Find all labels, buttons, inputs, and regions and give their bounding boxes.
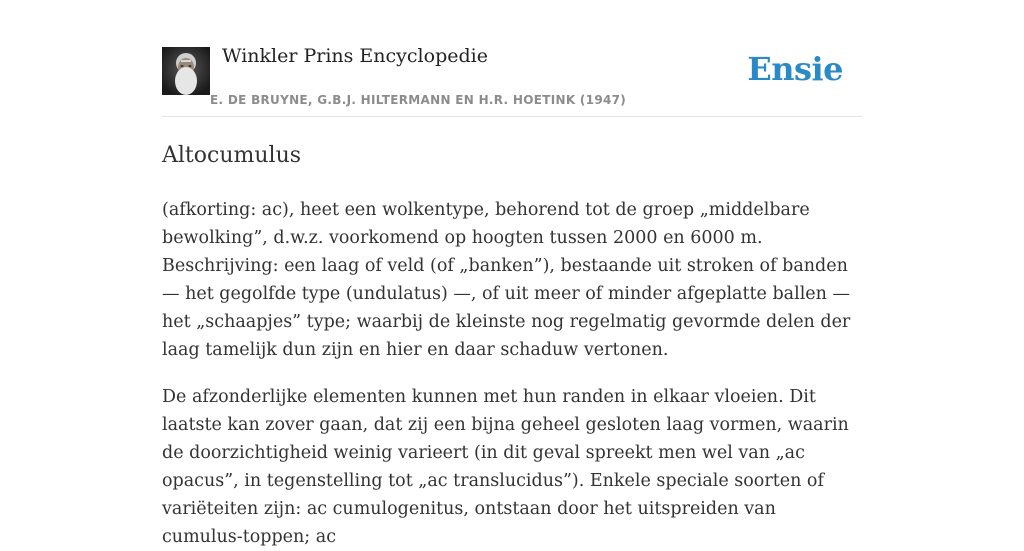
site-header — [162, 0, 862, 117]
portrait-icon — [162, 47, 210, 95]
authors-byline: E. DE BRUYNE, G.B.J. HILTERMANN EN H.R. HOETINK (1947) — [210, 93, 627, 107]
author-portrait-avatar — [162, 47, 210, 95]
article-paragraph-1: (afkorting: ac), heet een wolkentype, behorend tot de groep „middelbare bewolking”, d.w.z. voorkomend op hoogten tussen 2000 en 6000 m. Beschrijving: een laag of veld (of „banken”), bestaande uit stroken of banden — het gegolfde type (undulatus) —, of uit meer of minder afgeplatte ballen — het „schaapjes” type; waarbij de kleinste nog regelmatig gevormde delen der laag tamelijk dun zijn en hier en daar schaduw vertonen. — [162, 200, 851, 360]
site-title[interactable]: Winkler Prins Encyclopedie — [222, 45, 488, 67]
content-column — [162, 0, 862, 551]
article-paragraph-2: De afzonderlijke elementen kunnen met hun randen in elkaar vloeien. Dit laatste kan zover gaan, dat zij een bijna geheel gesloten laag vormen, waarin de doorzichtigheid weinig varieert (in dit geval spreekt men wel van „ac opacus”, in tegenstelling tot „ac translucidus”). Enkele speciale soorten of variëteiten zijn: ac cumulogenitus, ontstaan door het uitspreiden van cumulus-toppen; ac — [162, 387, 849, 547]
ensie-logo[interactable]: Ensie — [747, 50, 843, 88]
article-title: Altocumulus — [162, 143, 302, 168]
